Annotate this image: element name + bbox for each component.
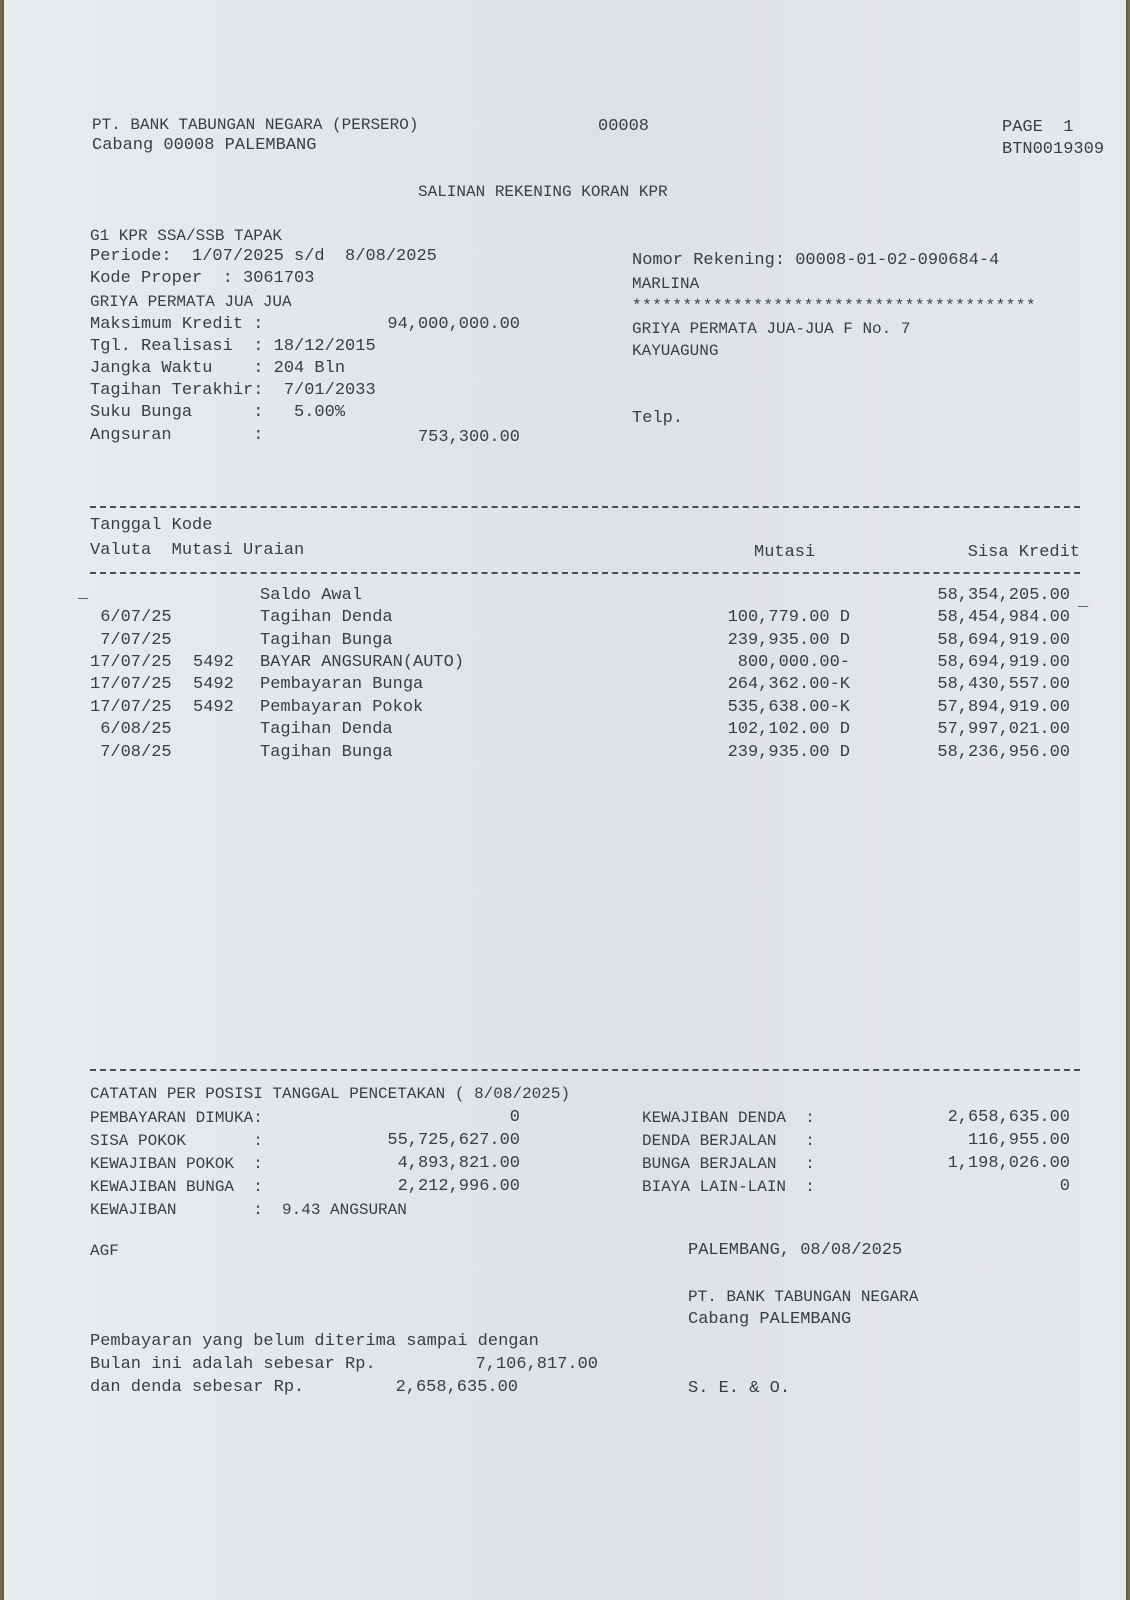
row-description: Tagihan Denda <box>260 720 393 739</box>
address-line-1: GRIYA PERMATA JUA-JUA F No. 7 <box>632 320 911 338</box>
table-row <box>0 742 1130 764</box>
telp: Telp. <box>632 409 684 428</box>
row-mutasi: 535,638.00-K <box>727 698 850 717</box>
summary-left-value: 4,893,821.00 <box>397 1154 520 1173</box>
note-line-3-value: 2,658,635.00 <box>395 1378 518 1397</box>
row-description: Pembayaran Pokok <box>260 698 424 717</box>
row-description: Pembayaran Bunga <box>260 675 424 694</box>
table-row <box>0 630 1130 652</box>
row-mutasi: 800,000.00- <box>737 653 850 672</box>
table-row <box>0 607 1130 629</box>
suku-bunga: Suku Bunga : 5.00% <box>90 403 346 422</box>
summary-left-label: SISA POKOK : <box>90 1132 263 1150</box>
summary-left-value: 55,725,627.00 <box>387 1131 520 1150</box>
document-title: SALINAN REKENING KORAN KPR <box>418 183 668 201</box>
summary-heading: CATATAN PER POSISI TANGGAL PENCETAKAN ( 8/08/2025) <box>90 1085 571 1103</box>
summary-right-value: 0 <box>1059 1177 1070 1196</box>
row-description: BAYAR ANGSURAN(AUTO) <box>260 653 465 672</box>
table-row <box>0 652 1130 674</box>
place-date: PALEMBANG, 08/08/2025 <box>688 1241 903 1260</box>
summary-left-label: PEMBAYARAN DIMUKA: <box>90 1109 263 1127</box>
summary-right-label: BIAYA LAIN-LAIN : <box>642 1178 815 1196</box>
row-sisa-kredit: 58,454,984.00 <box>937 608 1070 627</box>
note-line-3-label: dan denda sebesar Rp. <box>90 1378 305 1397</box>
row-date: 7/07/25 <box>90 631 172 650</box>
row-sisa-kredit: 57,997,021.00 <box>937 720 1070 739</box>
row-description: Tagihan Denda <box>260 608 393 627</box>
row-code: 5492 <box>193 653 234 672</box>
summary-left-label: KEWAJIBAN BUNGA : <box>90 1178 263 1196</box>
table-row <box>0 674 1130 696</box>
operator-code: AGF <box>90 1242 119 1260</box>
periode: Periode: 1/07/2025 s/d 8/08/2025 <box>90 247 437 266</box>
kode-proper: Kode Proper : 3061703 <box>90 269 315 288</box>
angsuran-value: 753,300.00 <box>417 428 520 447</box>
summary-right-value: 116,955.00 <box>967 1131 1070 1150</box>
separator-header <box>90 572 1080 574</box>
note-line-2-value: 7,106,817.00 <box>475 1355 598 1374</box>
margin-tick-right: _ <box>1078 592 1089 611</box>
summary-kewajiban: KEWAJIBAN : 9.43 ANGSURAN <box>90 1201 407 1219</box>
table-row <box>0 719 1130 741</box>
column-header-line-1: Tanggal Kode <box>90 516 213 535</box>
branch-code: 00008 <box>598 117 650 136</box>
row-description: Tagihan Bunga <box>260 631 393 650</box>
summary-right-label: KEWAJIBAN DENDA : <box>642 1109 815 1127</box>
row-date: 17/07/25 <box>90 675 172 694</box>
project-name: GRIYA PERMATA JUA JUA <box>90 293 292 311</box>
errors-omissions-note: S. E. & O. <box>688 1379 791 1398</box>
note-line-2-label: Bulan ini adalah sebesar Rp. <box>90 1355 376 1374</box>
product-name: G1 KPR SSA/SSB TAPAK <box>90 227 283 245</box>
page-number: PAGE 1 <box>1002 118 1074 137</box>
summary-right-label: BUNGA BERJALAN : <box>642 1155 815 1173</box>
row-date: 7/08/25 <box>90 743 172 762</box>
angsuran-label: Angsuran : <box>90 426 264 445</box>
row-date: 6/07/25 <box>90 608 172 627</box>
column-header-line-2: Valuta Mutasi Uraian <box>90 541 305 560</box>
row-code: 5492 <box>193 675 234 694</box>
row-mutasi: 264,362.00-K <box>727 675 850 694</box>
row-date: 6/08/25 <box>90 720 172 739</box>
row-description: Saldo Awal <box>260 586 363 605</box>
separator-top <box>90 506 1080 508</box>
table-row <box>0 697 1130 719</box>
jangka-waktu: Jangka Waktu : 204 Bln <box>90 359 346 378</box>
row-sisa-kredit: 57,894,919.00 <box>937 698 1070 717</box>
summary-left-label: KEWAJIBAN POKOK : <box>90 1155 263 1173</box>
row-date: 17/07/25 <box>90 653 172 672</box>
row-mutasi: 239,935.00 D <box>727 743 850 762</box>
margin-tick-left: _ <box>78 584 89 603</box>
row-sisa-kredit: 58,694,919.00 <box>937 653 1070 672</box>
row-date: 17/07/25 <box>90 698 172 717</box>
tgl-realisasi: Tgl. Realisasi : 18/12/2015 <box>90 337 376 356</box>
row-description: Tagihan Bunga <box>260 743 393 762</box>
customer-name: MARLINA <box>632 275 700 293</box>
table-row <box>0 585 1130 607</box>
summary-right-value: 2,658,635.00 <box>947 1108 1070 1127</box>
summary-left-value: 0 <box>509 1108 520 1127</box>
note-line-1: Pembayaran yang belum diterima sampai dengan <box>90 1332 539 1351</box>
row-sisa-kredit: 58,354,205.00 <box>937 586 1070 605</box>
column-header-mutasi: Mutasi <box>754 543 816 562</box>
footer-bank-name: PT. BANK TABUNGAN NEGARA <box>688 1288 919 1306</box>
summary-right-value: 1,198,026.00 <box>947 1154 1070 1173</box>
row-sisa-kredit: 58,694,919.00 <box>937 631 1070 650</box>
row-mutasi: 100,779.00 D <box>727 608 850 627</box>
branch-name: Cabang 00008 PALEMBANG <box>92 136 317 155</box>
summary-right-label: DENDA BERJALAN : <box>642 1132 815 1150</box>
maksimum-kredit-label: Maksimum Kredit : <box>90 315 264 334</box>
nomor-rekening: Nomor Rekening: 00008-01-02-090684-4 <box>632 251 1000 270</box>
bank-name: PT. BANK TABUNGAN NEGARA (PERSERO) <box>92 116 419 134</box>
separator-summary <box>90 1069 1080 1071</box>
maksimum-kredit-value: 94,000,000.00 <box>387 315 520 334</box>
row-code: 5492 <box>193 698 234 717</box>
tagihan-terakhir: Tagihan Terakhir: 7/01/2033 <box>90 381 376 400</box>
address-line-2: KAYUAGUNG <box>632 342 719 360</box>
document-id: BTN0019309 <box>1002 140 1105 159</box>
star-separator: **************************************** <box>632 297 1037 315</box>
row-sisa-kredit: 58,430,557.00 <box>937 675 1070 694</box>
row-sisa-kredit: 58,236,956.00 <box>937 743 1070 762</box>
footer-branch: Cabang PALEMBANG <box>688 1310 852 1329</box>
summary-left-value: 2,212,996.00 <box>397 1177 520 1196</box>
row-mutasi: 102,102.00 D <box>727 720 850 739</box>
row-mutasi: 239,935.00 D <box>727 631 850 650</box>
column-header-sisa-kredit: Sisa Kredit <box>967 543 1080 562</box>
